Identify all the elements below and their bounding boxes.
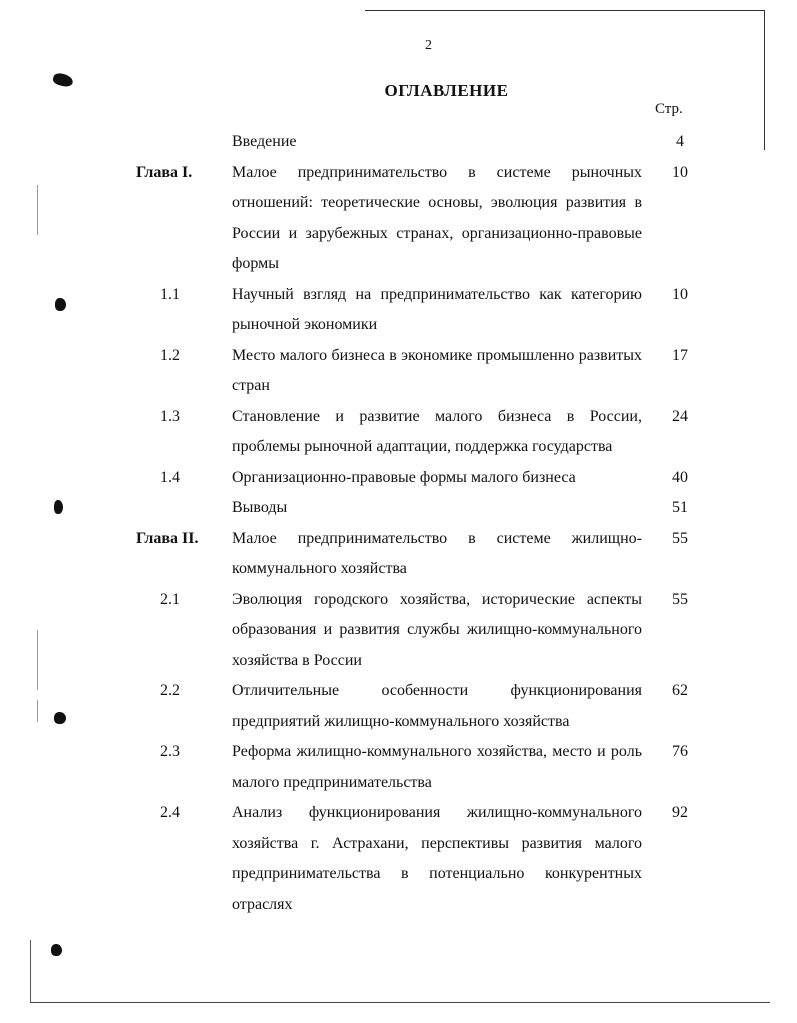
toc-entry-page: 92	[672, 804, 688, 821]
toc-entry	[0, 158, 797, 280]
toc-entry	[0, 493, 797, 524]
page-column-header: Стр.	[655, 101, 683, 117]
toc-entry-text: Малое предпринимательство в системе рыночных отношений: теоретические основы, эволюция развития в России и зарубежных странах, организационно-правовые формы	[232, 163, 642, 272]
toc-entry	[0, 341, 797, 402]
toc-entry	[0, 402, 797, 463]
toc-entry	[0, 798, 797, 920]
toc-entry-label: Глава I.	[136, 163, 193, 181]
toc-entry	[0, 280, 797, 341]
toc-entry-label: 1.1	[160, 285, 180, 303]
toc-entry	[0, 737, 797, 798]
toc-entry-page: 4	[676, 133, 684, 150]
toc-entry-page: 62	[672, 682, 688, 699]
toc-entry-page: 24	[672, 407, 688, 425]
toc-entry	[0, 524, 797, 585]
toc-entry-text: Отличительные особенности функционирования предприятий жилищно-коммунального хозяйства	[232, 682, 642, 730]
toc-entry-text: Реформа жилищно-коммунального хозяйства, место и роль малого предпринимательства	[232, 743, 642, 791]
scan-border-top	[365, 10, 765, 11]
toc-entry	[0, 463, 797, 494]
toc-entry-page: 55	[672, 590, 688, 608]
toc-entry	[0, 585, 797, 677]
toc-entry-label: 1.3	[160, 407, 180, 425]
page-title: ОГЛАВЛЕНИЕ	[384, 81, 509, 100]
toc-entry-page: 55	[672, 529, 688, 547]
toc-entry-page: 76	[672, 743, 688, 760]
toc-entry-page: 40	[672, 468, 688, 486]
toc-entry-text: Анализ функционирования жилищно-коммунального хозяйства г. Астрахани, перспективы развития малого предпринимательства в потенциально конкурентных отраслях	[232, 804, 642, 913]
toc-entry-label: 2.3	[160, 743, 180, 760]
toc-entry-text: Становление и развитие малого бизнеса в России, проблемы рыночной адаптации, поддержка государства	[232, 407, 642, 455]
toc-entry-page: 51	[672, 499, 688, 516]
scan-border-left	[30, 940, 31, 1002]
toc-entry-page: 10	[672, 285, 688, 303]
toc-entry-text: Выводы	[232, 499, 288, 516]
toc-entry-text: Место малого бизнеса в экономике промышленно развитых стран	[232, 346, 642, 394]
punch-hole-mark	[51, 944, 62, 956]
toc-entry-page: 10	[672, 163, 688, 181]
toc-entry	[0, 676, 797, 737]
toc-entry-label: 1.4	[160, 468, 180, 486]
toc-entry-text: Научный взгляд на предпринимательство как категорию рыночной экономики	[232, 285, 642, 333]
table-of-contents	[0, 127, 797, 920]
toc-entry-label: Глава II.	[136, 529, 199, 547]
toc-entry-text: Введение	[232, 133, 297, 150]
toc-entry-text: Организационно-правовые формы малого бизнеса	[232, 468, 576, 486]
toc-entry-label: 2.1	[160, 590, 180, 608]
toc-entry	[0, 127, 797, 158]
toc-entry-text: Эволюция городского хозяйства, исторические аспекты образования и развития службы жилищно-коммунального хозяйства в России	[232, 590, 642, 669]
toc-entry-page: 17	[672, 346, 688, 364]
scan-border-bottom	[30, 1002, 770, 1003]
toc-entry-text: Малое предпринимательство в системе жилищно-коммунального хозяйства	[232, 529, 642, 577]
toc-entry-label: 2.2	[160, 682, 180, 699]
toc-entry-label: 2.4	[160, 804, 180, 821]
page-number: 2	[425, 38, 432, 53]
toc-entry-label: 1.2	[160, 346, 180, 364]
